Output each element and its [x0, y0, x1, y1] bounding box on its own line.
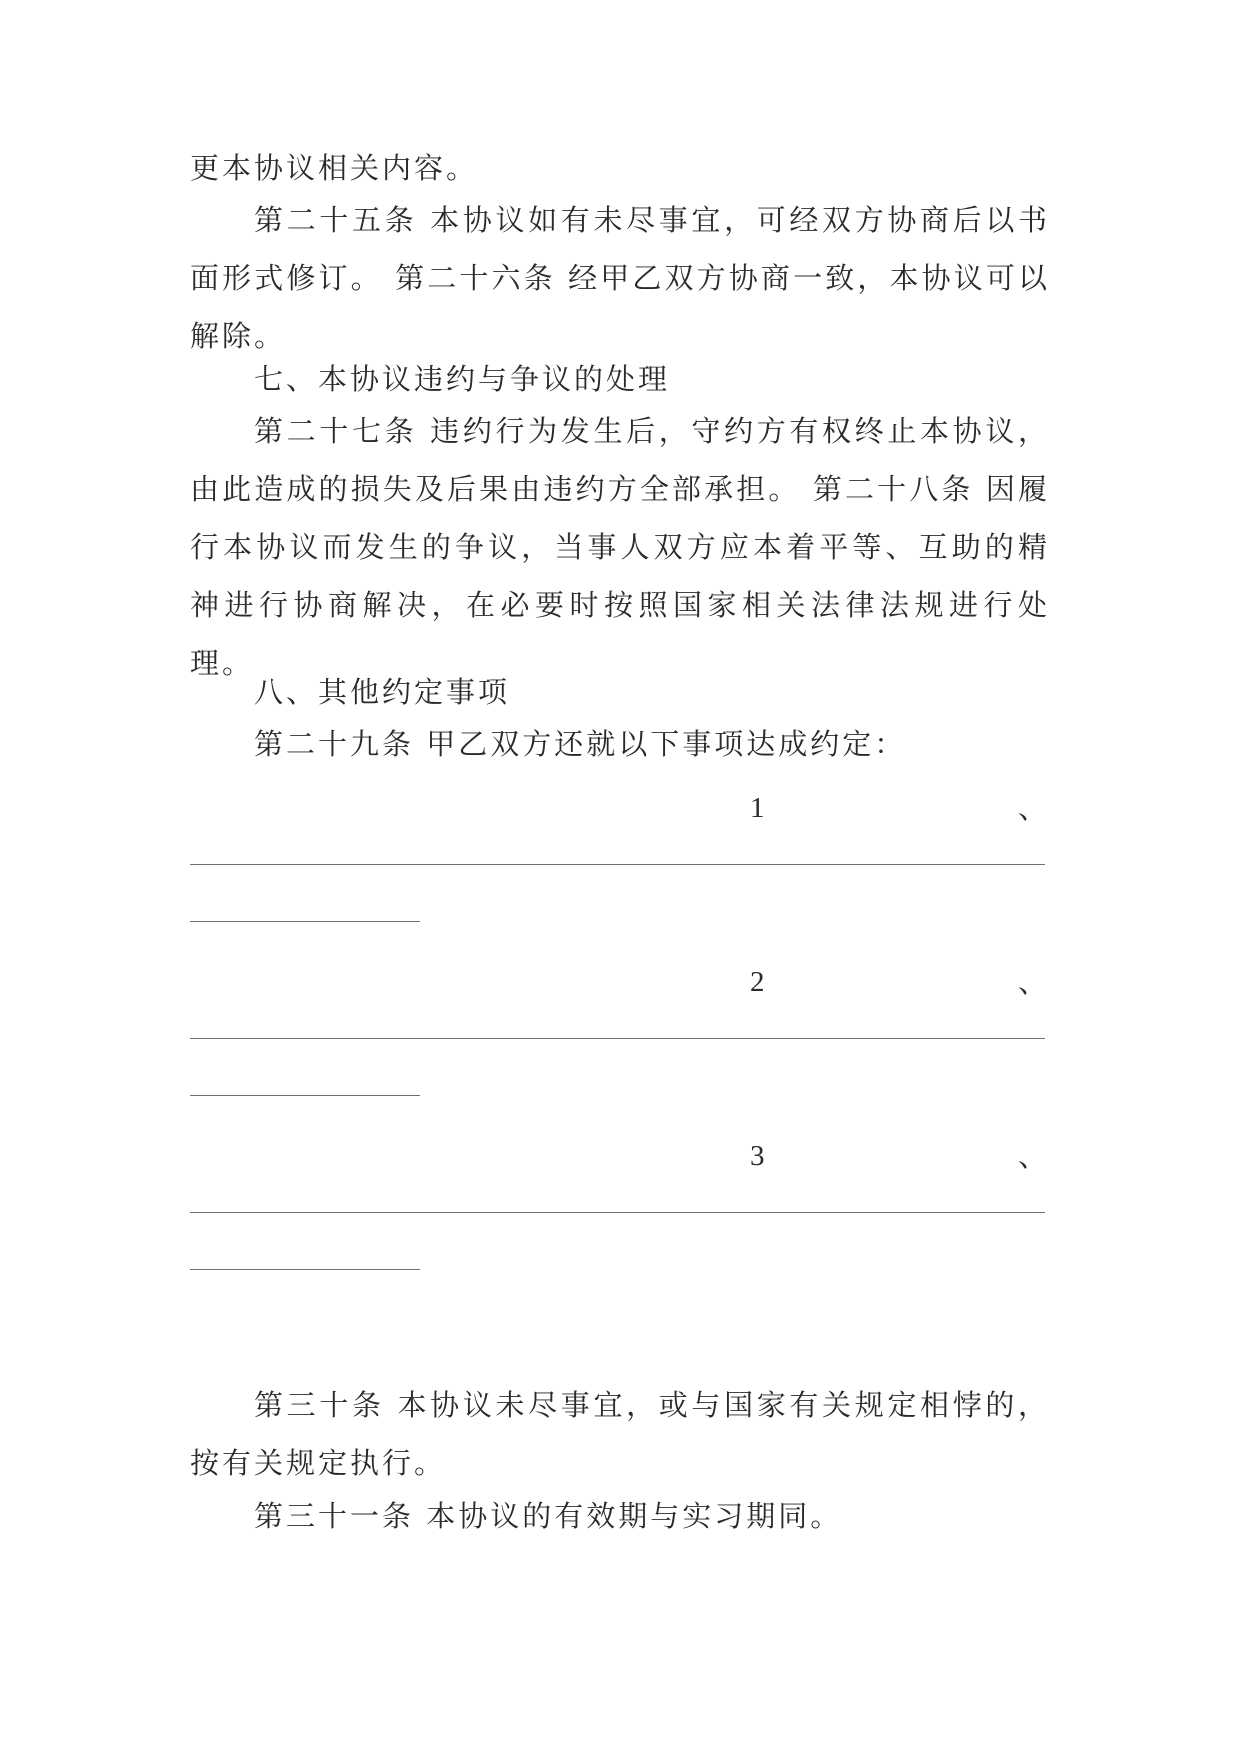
blank-item-3: [0, 1136, 1241, 1286]
item-number: 2: [750, 966, 765, 998]
item-number: 3: [750, 1140, 765, 1172]
paragraph-article-25-26: 第二十五条 本协议如有未尽事宜，可经双方协商后以书面形式修订。 第二十六条 经甲乙双方协商一致，本协议可以解除。: [190, 203, 1050, 353]
item-separator: 、: [1018, 1139, 1048, 1173]
item-number: 1: [750, 792, 765, 824]
fill-in-line[interactable]: [190, 1095, 420, 1096]
item-separator: 、: [1018, 791, 1048, 825]
fill-in-line[interactable]: [190, 1269, 420, 1270]
paragraph-article-29: 第二十九条 甲乙双方还就以下事项达成约定：: [254, 727, 907, 761]
section-heading-7: 七、本协议违约与争议的处理: [254, 362, 671, 396]
fill-in-line[interactable]: [190, 864, 1045, 865]
blank-item-1: [0, 788, 1241, 938]
fill-in-line[interactable]: [190, 1038, 1045, 1039]
section-heading-8: 八、其他约定事项: [254, 675, 511, 709]
paragraph-article-27-28: 第二十七条 违约行为发生后，守约方有权终止本协议，由此造成的损失及后果由违约方全部承担。 第二十八条 因履行本协议而发生的争议，当事人双方应本着平等、互助的精神进行协商解决，在必要时按照国家相关法律法规进行处理。: [190, 414, 1050, 680]
paragraph-article-31: 第三十一条 本协议的有效期与实习期同。: [254, 1499, 843, 1533]
paragraph-continuation: 更本协议相关内容。: [190, 151, 479, 185]
blank-item-2: [0, 962, 1241, 1112]
paragraph-article-30: 第三十条 本协议未尽事宜，或与国家有关规定相悖的，按有关规定执行。: [190, 1388, 1050, 1480]
fill-in-line[interactable]: [190, 1212, 1045, 1213]
item-separator: 、: [1018, 965, 1048, 999]
fill-in-line[interactable]: [190, 921, 420, 922]
